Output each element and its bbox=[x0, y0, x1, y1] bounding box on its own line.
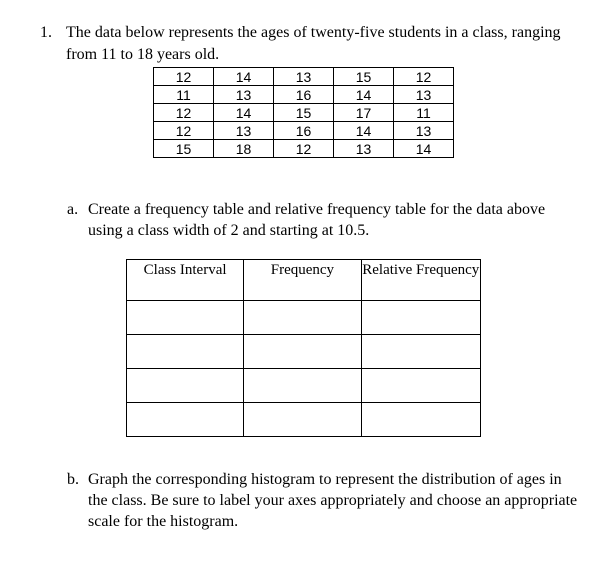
class-interval-cell[interactable] bbox=[127, 301, 244, 335]
ages-row bbox=[154, 104, 454, 122]
frequency-cell[interactable] bbox=[244, 335, 361, 369]
age-cell: 12 bbox=[394, 68, 454, 86]
frequency-table-row bbox=[127, 335, 481, 369]
age-cell: 14 bbox=[334, 122, 394, 140]
frequency-cell[interactable] bbox=[244, 403, 361, 437]
age-cell: 13 bbox=[394, 86, 454, 104]
age-cell: 15 bbox=[154, 140, 214, 158]
frequency-cell[interactable] bbox=[244, 369, 361, 403]
relative-frequency-cell[interactable] bbox=[361, 301, 480, 335]
age-cell: 15 bbox=[274, 104, 334, 122]
ages-row bbox=[154, 86, 454, 104]
relative-frequency-cell[interactable] bbox=[361, 403, 480, 437]
age-cell: 18 bbox=[214, 140, 274, 158]
part-a-label: a. bbox=[67, 201, 79, 218]
header-relative-frequency: Relative Frequency bbox=[361, 260, 480, 301]
age-cell: 13 bbox=[214, 122, 274, 140]
header-frequency: Frequency bbox=[244, 260, 361, 301]
age-cell: 13 bbox=[274, 68, 334, 86]
relative-frequency-cell[interactable] bbox=[361, 335, 480, 369]
class-interval-cell[interactable] bbox=[127, 335, 244, 369]
age-cell: 13 bbox=[334, 140, 394, 158]
ages-row bbox=[154, 68, 454, 86]
frequency-cell[interactable] bbox=[244, 301, 361, 335]
age-cell: 14 bbox=[334, 86, 394, 104]
class-interval-cell[interactable] bbox=[127, 403, 244, 437]
question-text: The data below represents the ages of twenty-five students in a class, ranging from 11 to 18 years old. bbox=[66, 24, 561, 63]
age-cell: 16 bbox=[274, 86, 334, 104]
ages-data-table bbox=[153, 67, 454, 158]
header-class-interval: Class Interval bbox=[127, 260, 244, 301]
age-cell: 14 bbox=[214, 104, 274, 122]
age-cell: 16 bbox=[274, 122, 334, 140]
age-cell: 13 bbox=[214, 86, 274, 104]
question-number: 1. bbox=[40, 24, 52, 41]
age-cell: 12 bbox=[154, 104, 214, 122]
frequency-table-row bbox=[127, 369, 481, 403]
part-b-label: b. bbox=[67, 471, 79, 488]
age-cell: 11 bbox=[154, 86, 214, 104]
age-cell: 14 bbox=[394, 140, 454, 158]
relative-frequency-cell[interactable] bbox=[361, 369, 480, 403]
ages-row bbox=[154, 122, 454, 140]
age-cell: 12 bbox=[154, 122, 214, 140]
part-a-instructions: Create a frequency table and relative frequency table for the data above using a class width of 2 and starting at 10.5. bbox=[88, 201, 546, 239]
age-cell: 15 bbox=[334, 68, 394, 86]
age-cell: 12 bbox=[154, 68, 214, 86]
age-cell: 17 bbox=[334, 104, 394, 122]
age-cell: 14 bbox=[214, 68, 274, 86]
frequency-table-row bbox=[127, 301, 481, 335]
age-cell: 12 bbox=[274, 140, 334, 158]
frequency-table bbox=[126, 259, 481, 437]
age-cell: 13 bbox=[394, 122, 454, 140]
age-cell: 11 bbox=[394, 104, 454, 122]
part-b-instructions: Graph the corresponding histogram to represent the distribution of ages in the class. Be sure to label your axes appropriately and choose an appropriate scale for the histogram. bbox=[88, 471, 578, 530]
frequency-table-header-row bbox=[127, 260, 481, 301]
class-interval-cell[interactable] bbox=[127, 369, 244, 403]
ages-row bbox=[154, 140, 454, 158]
frequency-table-row bbox=[127, 403, 481, 437]
